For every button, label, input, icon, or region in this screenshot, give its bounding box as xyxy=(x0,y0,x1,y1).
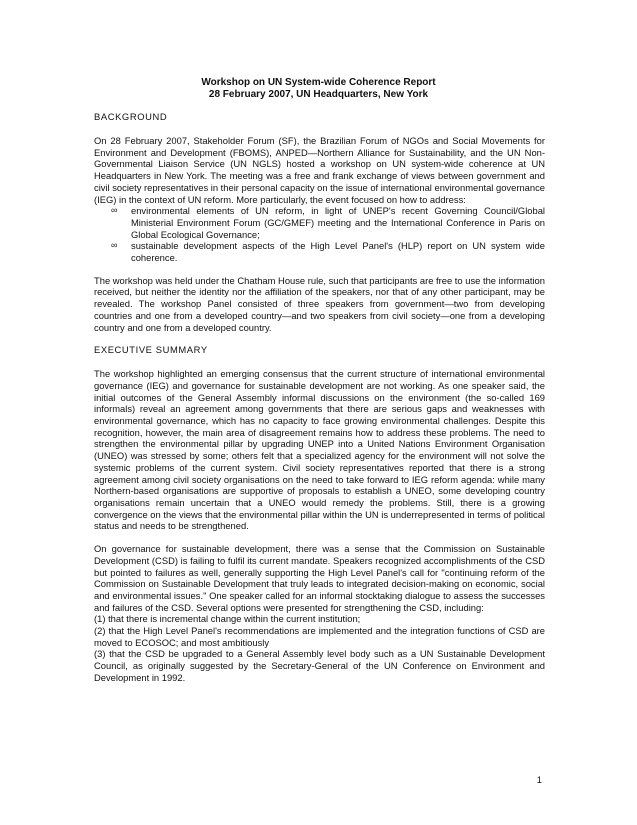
executive-summary-heading: EXECUTIVE SUMMARY xyxy=(94,344,208,356)
background-heading: BACKGROUND xyxy=(94,111,168,122)
option-3: (3) that the CSD be upgraded to a General Assembly level body such as a UN Sustainable Development Council, as originally suggested by the Secretary-General of the UN Conference on Environment and Development in 1992. xyxy=(94,648,545,683)
executive-summary-paragraph-2: On governance for sustainable development, there was a sense that the Commission on Sustainable Development (CSD) is failing to fulfil its current mandate. Speakers recognized accomplishments of the CSD but pointed to failures as well, generally supporting the High Level Panel's call for "continuing reform of the Commission on Sustainable Development that truly leads to integrated decision-making on economic, social and environmental issues." One speaker called for an informal stocktaking dialogue to assess the successes and failures of the CSD. Several options were presented for strengthening the CSD, including: xyxy=(94,543,545,613)
document-title xyxy=(0,77,637,101)
list-item-text: sustainable development aspects of the High Level Panel's (HLP) report on UN system wide coherence. xyxy=(131,240,545,264)
infinity-bullet-icon: ∞ xyxy=(111,205,118,216)
document-body xyxy=(94,111,545,684)
list-item xyxy=(94,205,545,240)
background-paragraph-2: The workshop was held under the Chatham House rule, such that participants are free to use the information received, but neither the identity nor the affiliation of the speakers, nor that of any other participant, may be revealed. The workshop Panel consisted of three speakers from government—two from developing countries and one from a developed country—and two speakers from civil society—one from a developing country and one from a developed country. xyxy=(94,274,545,333)
focus-list xyxy=(94,205,545,264)
title-line-1: Workshop on UN System-wide Coherence Report xyxy=(201,77,436,88)
list-item xyxy=(94,240,545,263)
title-line-2: 28 February 2007, UN Headquarters, New York xyxy=(208,89,429,100)
executive-summary-paragraph-1: The workshop highlighted an emerging consensus that the current structure of international environmental governance (IEG) and governance for sustainable development are not working. As one speaker said, the initial outcomes of the General Assembly informal discussions on the environment (the so-called 169 informals) reveal an agreement among governments that there are serious gaps and weaknesses with environmental governance, which has no capacity to face growing environmental challenges. Despite this recognition, however, the main area of disagreement remains how to address these problems. The need to strengthen the environmental pillar by upgrading UNEP into a United Nations Environment Organisation (UNEO) was stressed by some; others felt that a specialized agency for the environment will not solve the systemic problems of the current system. Civil society representatives reported that there is a strong agreement among civil society organisations on the need to take forward to IEG reform agenda: while many Northern-based organisations are supportive of proposals to establish a UNEO, some developing country organisations remain uncertain that a UNEO would remedy the problems. Still, there is a growing convergence on the views that the environmental pillar within the UN is underrepresented in terms of political status and needs to be strengthened. xyxy=(94,368,545,532)
infinity-bullet-icon: ∞ xyxy=(111,240,118,251)
list-item-text: environmental elements of UN reform, in light of UNEP's recent Governing Council/Global Ministerial Environment Forum (GC/GMEF) meeting and the International Conference in Paris on Global Ecological Governance; xyxy=(131,205,545,240)
option-2: (2) that the High Level Panel's recommendations are implemented and the integration functions of CSD are moved to ECOSOC; and most ambitiously xyxy=(94,625,545,648)
page-number: 1 xyxy=(536,774,542,785)
option-1: (1) that there is incremental change within the current institution; xyxy=(94,613,361,625)
background-paragraph-1: On 28 February 2007, Stakeholder Forum (SF), the Brazilian Forum of NGOs and Social Movements for Environment and Development (FBOMS), ANPED—Northern Alliance for Sustainability, and the UN Non-Governmental Liaison Service (UN NGLS) hosted a workshop on UN system-wide coherence at UN Headquarters in New York. The meeting was a free and frank exchange of views between government and civil society representatives in their personal capacity on the issue of international environmental governance (IEG) in the context of UN reform. More particularly, the event focused on how to address: xyxy=(94,135,545,205)
